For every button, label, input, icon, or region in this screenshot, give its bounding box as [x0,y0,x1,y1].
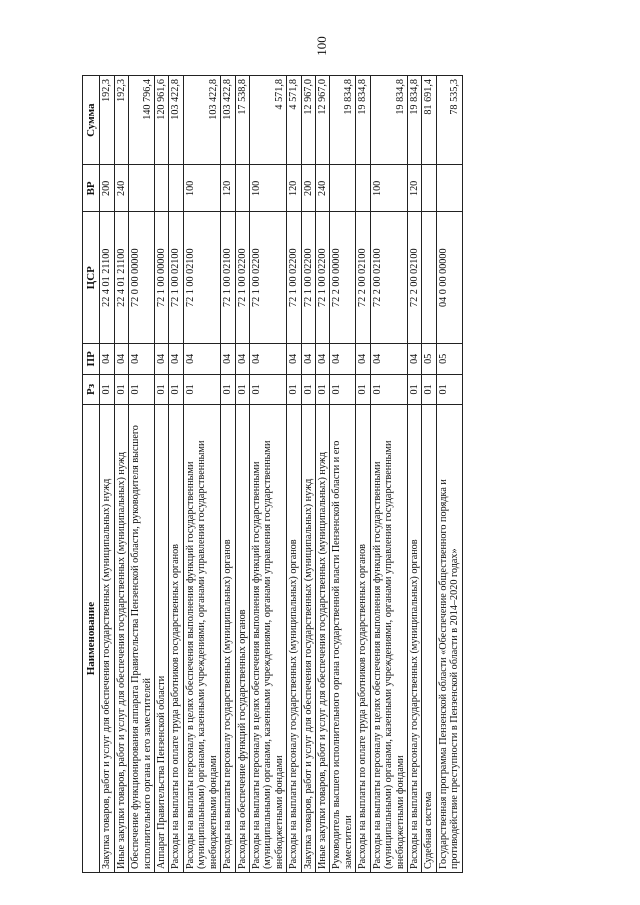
cell-pr: 04 [316,344,330,375]
cell-sum: 19 834,8 [330,76,356,165]
cell-pr: 04 [330,344,356,375]
table-row [436,76,462,873]
cell-vr [436,165,462,212]
cell-rz: 01 [183,374,220,405]
cell-pr: 05 [422,344,436,375]
cell-rz: 01 [422,374,436,405]
cell-rz: 01 [356,374,370,405]
cell-sum: 4 571,8 [249,76,286,165]
cell-sum: 19 834,8 [370,76,407,165]
cell-name: Расходы на обеспечение функций государственных органов [235,405,249,873]
cell-rz: 01 [316,374,330,405]
cell-pr: 04 [301,344,315,375]
table-row [249,76,286,873]
cell-name: Расходы на выплаты персоналу в целях обеспечения выполнения функций государственными (муниципальными) органами, казенными учреждениями, органами управления государственными внебюджетными фондами [183,405,220,873]
cell-pr: 04 [370,344,407,375]
cell-vr: 200 [100,165,114,212]
cell-vr: 100 [370,165,407,212]
cell-sum: 192,3 [100,76,114,165]
header-pr: ПР [83,344,100,375]
cell-pr: 04 [169,344,183,375]
cell-name: Обеспечение функционирования аппарата Правительства Пензенской области, руководителя высшего исполнительного органа и его заместителей [129,405,155,873]
table-row [287,76,301,873]
cell-pr: 05 [436,344,462,375]
table-row [316,76,330,873]
cell-sum: 103 422,8 [183,76,220,165]
cell-name: Государственная программа Пензенской области «Обеспечение общественного порядка и противодействие преступности в Пензенской области в 2014–2020 годах» [436,405,462,873]
cell-csr: 04 0 00 00000 [436,212,462,344]
budget-table [82,75,463,873]
cell-name: Расходы на выплаты по оплате труда работников государственных органов [169,405,183,873]
cell-sum: 120 961,6 [155,76,169,165]
cell-rz: 01 [249,374,286,405]
cell-vr [129,165,155,212]
cell-rz: 01 [287,374,301,405]
cell-csr: 72 1 00 00000 [155,212,169,344]
cell-pr: 04 [249,344,286,375]
cell-name: Руководитель высшего исполнительного органа государственной власти Пензенской области и его заместители [330,405,356,873]
cell-rz: 01 [330,374,356,405]
cell-rz: 01 [235,374,249,405]
cell-pr: 04 [100,344,114,375]
cell-pr: 04 [129,344,155,375]
table-header-row [83,76,100,873]
cell-rz: 01 [169,374,183,405]
cell-csr: 72 1 00 02200 [287,212,301,344]
cell-name: Закупка товаров, работ и услуг для обеспечения государственных (муниципальных) нужд [100,405,114,873]
table-row [408,76,422,873]
cell-pr: 04 [155,344,169,375]
cell-pr: 04 [114,344,128,375]
cell-vr [356,165,370,212]
cell-csr: 72 1 00 02100 [183,212,220,344]
cell-csr: 72 0 00 00000 [129,212,155,344]
header-rz: Рз [83,374,100,405]
cell-pr: 04 [287,344,301,375]
cell-pr: 04 [408,344,422,375]
table-row [155,76,169,873]
cell-name: Иные закупки товаров, работ и услуг для обеспечения государственных (муниципальных) нужд [316,405,330,873]
cell-sum: 78 535,3 [436,76,462,165]
cell-csr: 22 4 01 21100 [100,212,114,344]
cell-vr: 120 [408,165,422,212]
header-csr: ЦСР [83,212,100,344]
cell-csr: 72 2 00 02100 [408,212,422,344]
cell-pr: 04 [221,344,235,375]
cell-rz: 01 [370,374,407,405]
cell-csr: 72 1 00 02100 [221,212,235,344]
table-row [100,76,114,873]
cell-sum: 81 691,4 [422,76,436,165]
table-row [183,76,220,873]
cell-rz: 01 [301,374,315,405]
cell-vr [169,165,183,212]
table-row [114,76,128,873]
table-row [129,76,155,873]
header-sum: Сумма [83,76,100,165]
cell-sum: 192,3 [114,76,128,165]
cell-vr: 120 [221,165,235,212]
cell-sum: 12 967,0 [316,76,330,165]
cell-vr: 240 [316,165,330,212]
cell-name: Закупка товаров, работ и услуг для обеспечения государственных (муниципальных) нужд [301,405,315,873]
cell-csr: 72 1 00 02100 [169,212,183,344]
page-number: 100 [314,36,329,56]
header-vr: ВР [83,165,100,212]
cell-csr: 72 2 00 02100 [356,212,370,344]
cell-vr [422,165,436,212]
cell-vr: 100 [249,165,286,212]
cell-vr: 120 [287,165,301,212]
cell-csr: 72 1 00 02200 [301,212,315,344]
cell-vr [330,165,356,212]
cell-vr [155,165,169,212]
rotated-page-area [82,75,566,873]
cell-vr: 240 [114,165,128,212]
cell-csr [422,212,436,344]
cell-rz: 01 [129,374,155,405]
cell-name: Расходы на выплаты персоналу государственных (муниципальных) органов [221,405,235,873]
table-row [422,76,436,873]
cell-sum: 103 422,8 [169,76,183,165]
cell-pr: 04 [183,344,220,375]
table-row [235,76,249,873]
table-row [169,76,183,873]
table-row [330,76,356,873]
table-row [301,76,315,873]
cell-rz: 01 [100,374,114,405]
table-row [221,76,235,873]
cell-name: Аппарат Правительства Пензенской области [155,405,169,873]
cell-csr: 72 1 00 02200 [249,212,286,344]
table-body [100,76,462,873]
cell-sum: 103 422,8 [221,76,235,165]
cell-rz: 01 [408,374,422,405]
header-name: Наименование [83,405,100,873]
cell-sum: 12 967,0 [301,76,315,165]
cell-sum: 19 834,8 [408,76,422,165]
cell-csr: 72 1 00 02200 [235,212,249,344]
table-row [370,76,407,873]
cell-sum: 17 538,8 [235,76,249,165]
cell-vr [235,165,249,212]
cell-csr: 72 2 00 02100 [370,212,407,344]
cell-rz: 01 [155,374,169,405]
cell-pr: 04 [235,344,249,375]
cell-vr: 100 [183,165,220,212]
cell-sum: 140 796,4 [129,76,155,165]
cell-sum: 19 834,8 [356,76,370,165]
cell-csr: 72 2 00 00000 [330,212,356,344]
cell-vr: 200 [301,165,315,212]
cell-rz: 01 [436,374,462,405]
cell-csr: 22 4 01 21100 [114,212,128,344]
cell-pr: 04 [356,344,370,375]
cell-name: Расходы на выплаты персоналу в целях обеспечения выполнения функций государственными (муниципальными) органами, казенными учреждениями, органами управления государственными внебюджетными фондами [370,405,407,873]
cell-rz: 01 [114,374,128,405]
rotated-table-container [82,75,566,873]
cell-name: Расходы на выплаты по оплате труда работников государственных органов [356,405,370,873]
cell-sum: 4 571,8 [287,76,301,165]
table-row [356,76,370,873]
cell-name: Иные закупки товаров, работ и услуг для обеспечения государственных (муниципальных) нужд [114,405,128,873]
cell-csr: 72 1 00 02200 [316,212,330,344]
cell-name: Расходы на выплаты персоналу государственных (муниципальных) органов [408,405,422,873]
cell-name: Расходы на выплаты персоналу в целях обеспечения выполнения функций государственными (муниципальными) органами, казенными учреждениями, органами управления государственными внебюджетными фондами [249,405,286,873]
cell-rz: 01 [221,374,235,405]
cell-name: Расходы на выплаты персоналу государственных (муниципальных) органов [287,405,301,873]
cell-name: Судебная система [422,405,436,873]
